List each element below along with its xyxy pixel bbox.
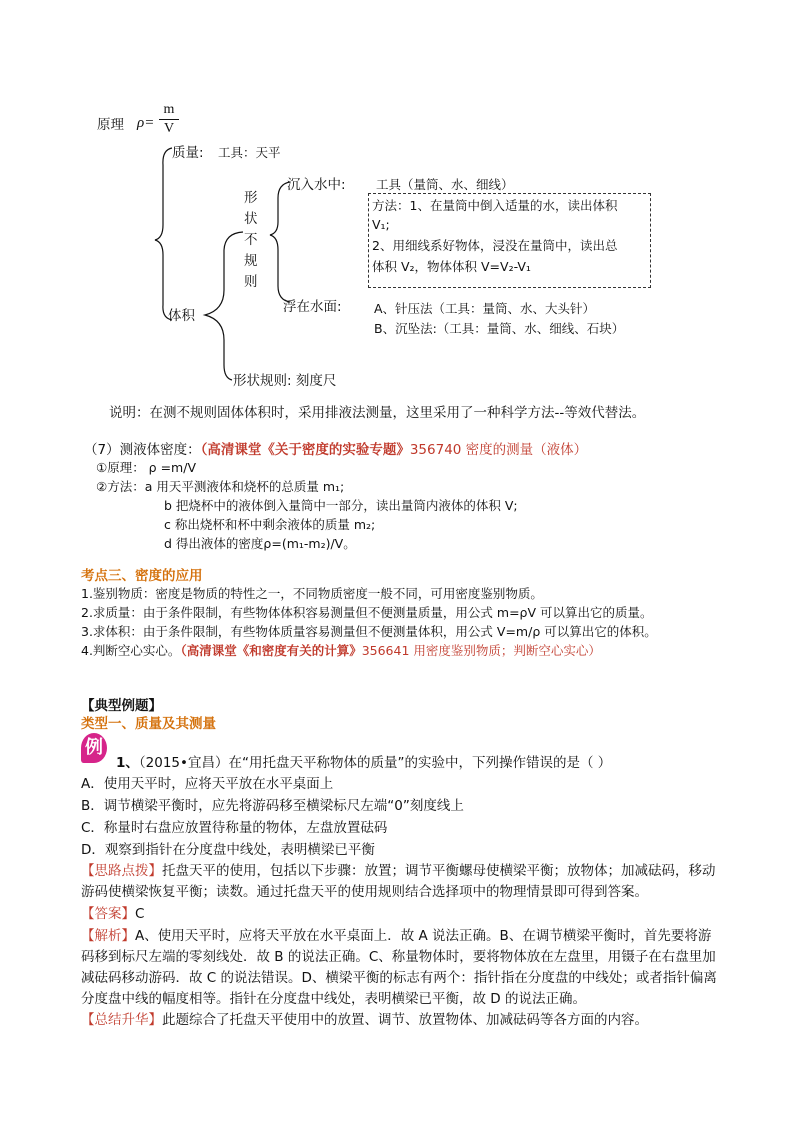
principle-numerator: m bbox=[163, 102, 175, 117]
point3-item-4-link: （高清课堂《和密度有关的计算》 bbox=[180, 643, 362, 658]
option-a: A．使用天平时，应将天平放在水平桌面上 bbox=[81, 776, 334, 792]
type1-title: 类型一、质量及其测量 bbox=[81, 716, 216, 732]
hint-text: 托盘天平的使用，包括以下步骤：放置；调节平衡螺母使横梁平衡；放物体；加减砝码，移动游码使横梁恢复平衡；读数。通过托盘天平的使用规则结合选择项中的物理情景即可得到答案。 bbox=[81, 863, 716, 900]
liquid-title-text: （7）测液体密度： bbox=[84, 442, 201, 458]
liquid-title bbox=[84, 440, 587, 460]
analysis-text: A、使用天平时，应将天平放在水平桌面上．故 A 说法正确。B、在调节横梁平衡时，首先要将游码移到标尺左端的零刻线处．故 B 的说法正确。C、称量物体时，要将物体放在左盘里，用镊子在右盘里加减砝码移动游码．故 C 的说法错误。D、横梁平衡的标志有两个：指针指在分度盘的中线处；或者指针偏离分度盘中线的幅度相等。指针在分度盘中线处，表明横梁已平衡，故 D 的说法正确。 bbox=[81, 928, 717, 1007]
volume-label: 体积 bbox=[168, 308, 195, 324]
float-method-b: B、沉坠法:（工具：量筒、水、细线、石块） bbox=[374, 321, 625, 336]
principle-rho: ρ= bbox=[137, 115, 155, 131]
option-d: D．观察到指针在分度盘中线处，表明横梁已平衡 bbox=[81, 842, 375, 858]
answer-text: C bbox=[135, 906, 145, 922]
hint-tag: 【思路点拨】 bbox=[81, 863, 162, 879]
note-text: 说明：在测不规则固体体积时，采用排液法测量，这里采用了一种科学方法--等效代替法。 bbox=[109, 405, 646, 421]
liquid-step-b: b 把烧杯中的液体倒入量筒中一部分，读出量筒内液体的体积 V; bbox=[164, 498, 518, 513]
mass-tool: 工具：天平 bbox=[218, 145, 281, 160]
point3-item-4-text: 4.判断空心实心。 bbox=[81, 643, 181, 658]
analysis-paragraph bbox=[81, 926, 721, 1010]
summary-tag: 【总结升华】 bbox=[81, 1012, 162, 1028]
regular-label: 形状规则: 刻度尺 bbox=[233, 373, 337, 389]
hint-paragraph bbox=[81, 861, 721, 903]
liquid-principle: ①原理： ρ =m/V bbox=[96, 460, 197, 475]
irregular-brace bbox=[270, 182, 290, 302]
sink-tool: 工具（量筒、水、细线） bbox=[376, 177, 514, 192]
method-line-1: 方法：1、在量筒中倒入适量的水，读出体积 bbox=[372, 198, 618, 213]
float-label: 浮在水面: bbox=[283, 299, 342, 315]
point3-item-4-link-tail: 356641 用密度鉴别物质；判断空心实心） bbox=[361, 643, 601, 658]
question-text: （2015•宜昌）在“用托盘天平称物体的质量”的实验中，下列操作错误的是（ ） bbox=[138, 755, 612, 771]
answer-tag: 【答案】 bbox=[81, 906, 135, 922]
answer-paragraph bbox=[81, 904, 721, 925]
point3-title: 考点三、密度的应用 bbox=[81, 568, 203, 584]
method-line-4: 体积 V₂，物体体积 V=V₂-V₁ bbox=[372, 259, 531, 274]
question-number: 1、 bbox=[116, 755, 139, 771]
irregular-label: 形状不规则 bbox=[244, 190, 258, 290]
point3-item-2: 2.求质量：由于条件限制，有些物体体积容易测量但不便测量质量，用公式 m=ρV 可以算出它的质量。 bbox=[81, 605, 653, 620]
liquid-title-link-tail: 356740 密度的测量（液体） bbox=[409, 442, 588, 458]
mass-label: 质量: bbox=[172, 145, 204, 161]
principle-label: 原理 bbox=[97, 117, 124, 133]
method-line-2: V₁; bbox=[372, 217, 390, 232]
liquid-title-link: （高清课堂《关于密度的实验专题》 bbox=[200, 442, 410, 458]
point3-item-3: 3.求体积：由于条件限制，有些物体质量容易测量但不便测量体积，用公式 V=m/ρ 可以算出它的体积。 bbox=[81, 624, 657, 639]
principle-denominator: V bbox=[163, 121, 175, 136]
example-badge: 例 bbox=[81, 733, 107, 763]
examples-header: 【典型例题】 bbox=[81, 698, 162, 714]
summary-paragraph bbox=[81, 1010, 721, 1031]
analysis-tag: 【解析】 bbox=[81, 928, 135, 944]
liquid-step-c: c 称出烧杯和杯中剩余液体的质量 m₂; bbox=[164, 517, 376, 532]
liquid-step-d: d 得出液体的密度ρ=(m₁-m₂)/V。 bbox=[164, 536, 356, 551]
point3-item-1: 1.鉴别物质：密度是物质的特性之一，不同物质密度一般不同，可用密度鉴别物质。 bbox=[81, 586, 543, 601]
liquid-method: ②方法：a 用天平测液体和烧杯的总质量 m₁; bbox=[96, 479, 345, 494]
method-line-3: 2、用细线系好物体，浸没在量筒中，读出总 bbox=[372, 238, 618, 253]
option-b: B．调节横梁平衡时，应先将游码移至横梁标尺左端“0”刻度线上 bbox=[81, 798, 464, 814]
option-c: C．称量时右盘应放置待称量的物体，左盘放置砝码 bbox=[81, 820, 388, 836]
sink-label: 沉入水中: bbox=[287, 177, 346, 193]
point3-item-4 bbox=[81, 642, 601, 660]
float-method-a: A、针压法（工具：量筒、水、大头针） bbox=[374, 301, 596, 316]
question-line bbox=[116, 753, 611, 773]
main-brace bbox=[155, 148, 172, 320]
volume-brace bbox=[205, 232, 243, 380]
summary-text: 此题综合了托盘天平使用中的放置、调节、放置物体、加减砝码等各方面的内容。 bbox=[162, 1012, 648, 1028]
